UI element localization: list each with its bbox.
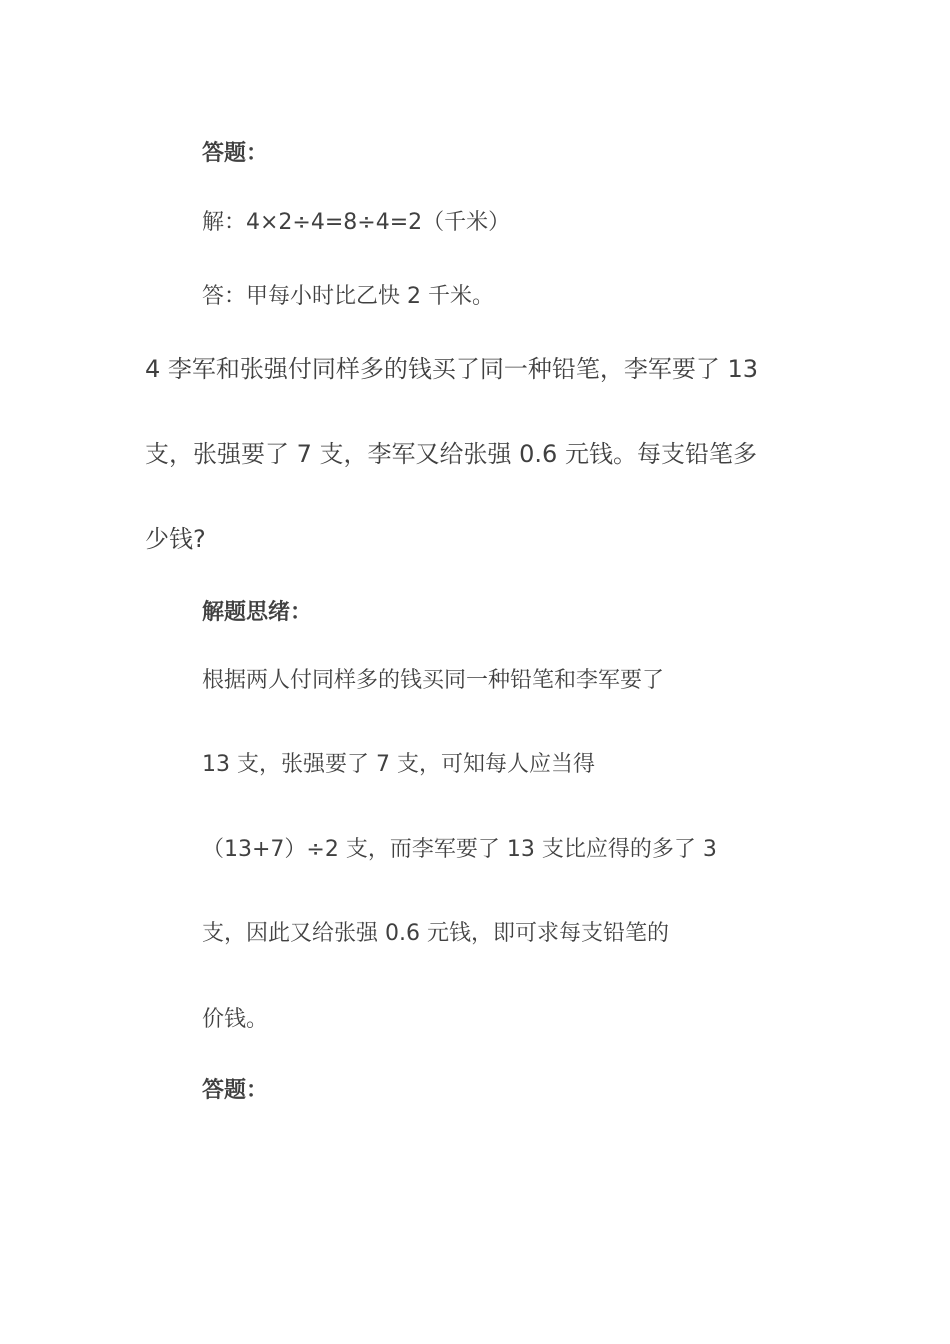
analysis-line-2: 13 支，张强要了 7 支，可知每人应当得: [202, 752, 595, 777]
analysis-line-3: （13+7）÷2 支，而李军要了 13 支比应得的多了 3: [202, 837, 717, 862]
problem-line-2: 支，张强要了 7 支，李军又给张强 0.6 元钱。每支铅笔多: [145, 440, 757, 468]
answer-heading: 答题：: [202, 141, 269, 166]
analysis-line-4: 支，因此又给张强 0.6 元钱，即可求每支铅笔的: [202, 921, 669, 946]
problem-line-1: 4 李军和张强付同样多的钱买了同一种铅笔，李军要了 13: [145, 355, 759, 383]
solution-line: 解：4×2÷4=8÷4=2（千米）: [202, 210, 511, 235]
answer-heading-2: 答题：: [202, 1078, 269, 1103]
analysis-line-1: 根据两人付同样多的钱买同一种铅笔和李军要了: [202, 668, 665, 693]
analysis-line-5: 价钱。: [202, 1007, 269, 1032]
answer-line: 答：甲每小时比乙快 2 千米。: [202, 284, 494, 309]
problem-line-3: 少钱?: [145, 525, 206, 553]
analysis-heading: 解题思绪：: [202, 600, 313, 625]
